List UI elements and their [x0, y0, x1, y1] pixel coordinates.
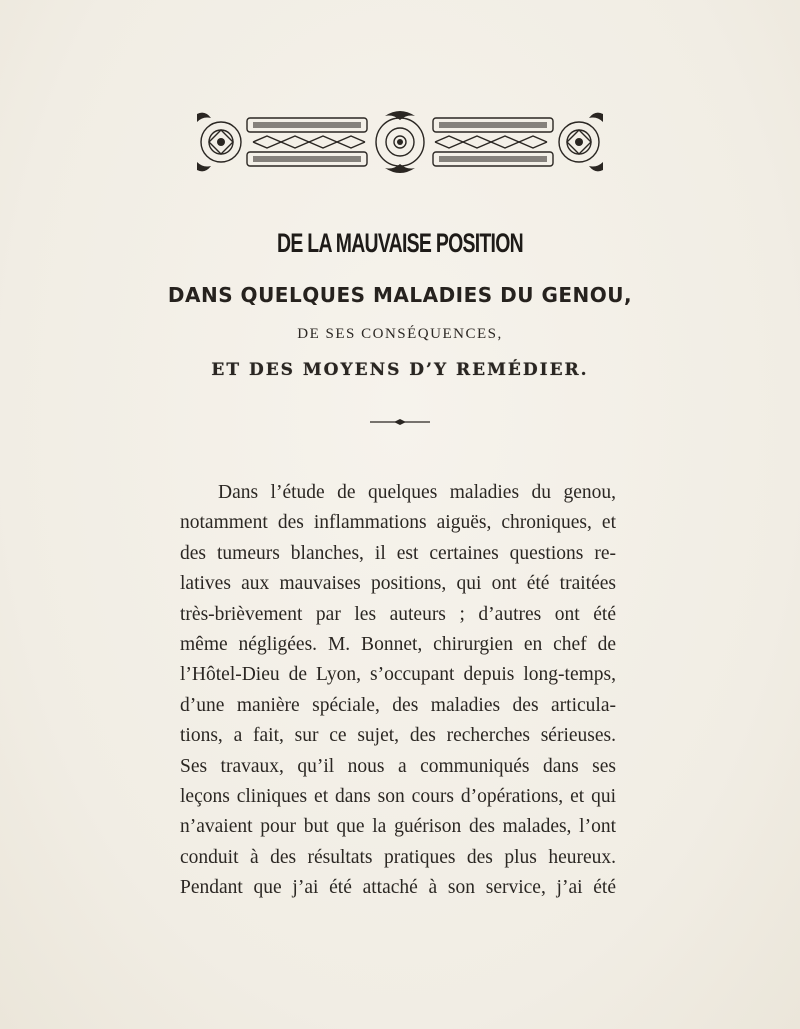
title-line-4: ET DES MOYENS D’Y REMÉDIER.: [211, 360, 589, 380]
text-line: n’avaient pour but que la guérison des malades, l’ont: [180, 816, 616, 838]
text-line: notamment des inflammations aiguës, chroniques, et: [180, 512, 616, 534]
text-line: Dans l’étude de quelques maladies du genou,: [218, 482, 616, 503]
text-line: latives aux mauvaises positions, qui ont été traitées: [180, 573, 616, 595]
text-line: Pendant que j’ai été attaché à son service, j’ai été: [180, 877, 616, 899]
title-line-2: DANS QUELQUES MALADIES DU GENOU,: [167, 283, 633, 307]
decorative-headpiece-icon: [193, 108, 607, 176]
body-paragraph: [180, 478, 616, 903]
text-line: très-brièvement par les auteurs ; d’autres ont été: [180, 603, 616, 625]
text-line: tions, a fait, sur ce sujet, des recherches sérieuses.: [180, 725, 616, 747]
text-line: Ses travaux, qu’il nous a communiqués dans ses: [180, 755, 616, 777]
text-line: conduit à des résultats pratiques des plus heureux.: [180, 846, 616, 868]
text-line: leçons cliniques et dans son cours d’opérations, et qui: [180, 785, 616, 807]
text-line: l’Hôtel-Dieu de Lyon, s’occupant depuis long-temps,: [180, 664, 616, 686]
section-divider-icon: [368, 418, 432, 426]
text-line: même négligées. M. Bonnet, chirurgien en chef de: [180, 633, 616, 655]
title-line-3: DE SES CONSÉQUENCES,: [297, 326, 503, 342]
text-line: des tumeurs blanches, il est certaines questions re-: [180, 542, 616, 564]
text-line: d’une manière spéciale, des maladies des articula-: [180, 694, 616, 716]
title-line-1: DE LA MAUVAISE POSITION: [277, 228, 523, 258]
